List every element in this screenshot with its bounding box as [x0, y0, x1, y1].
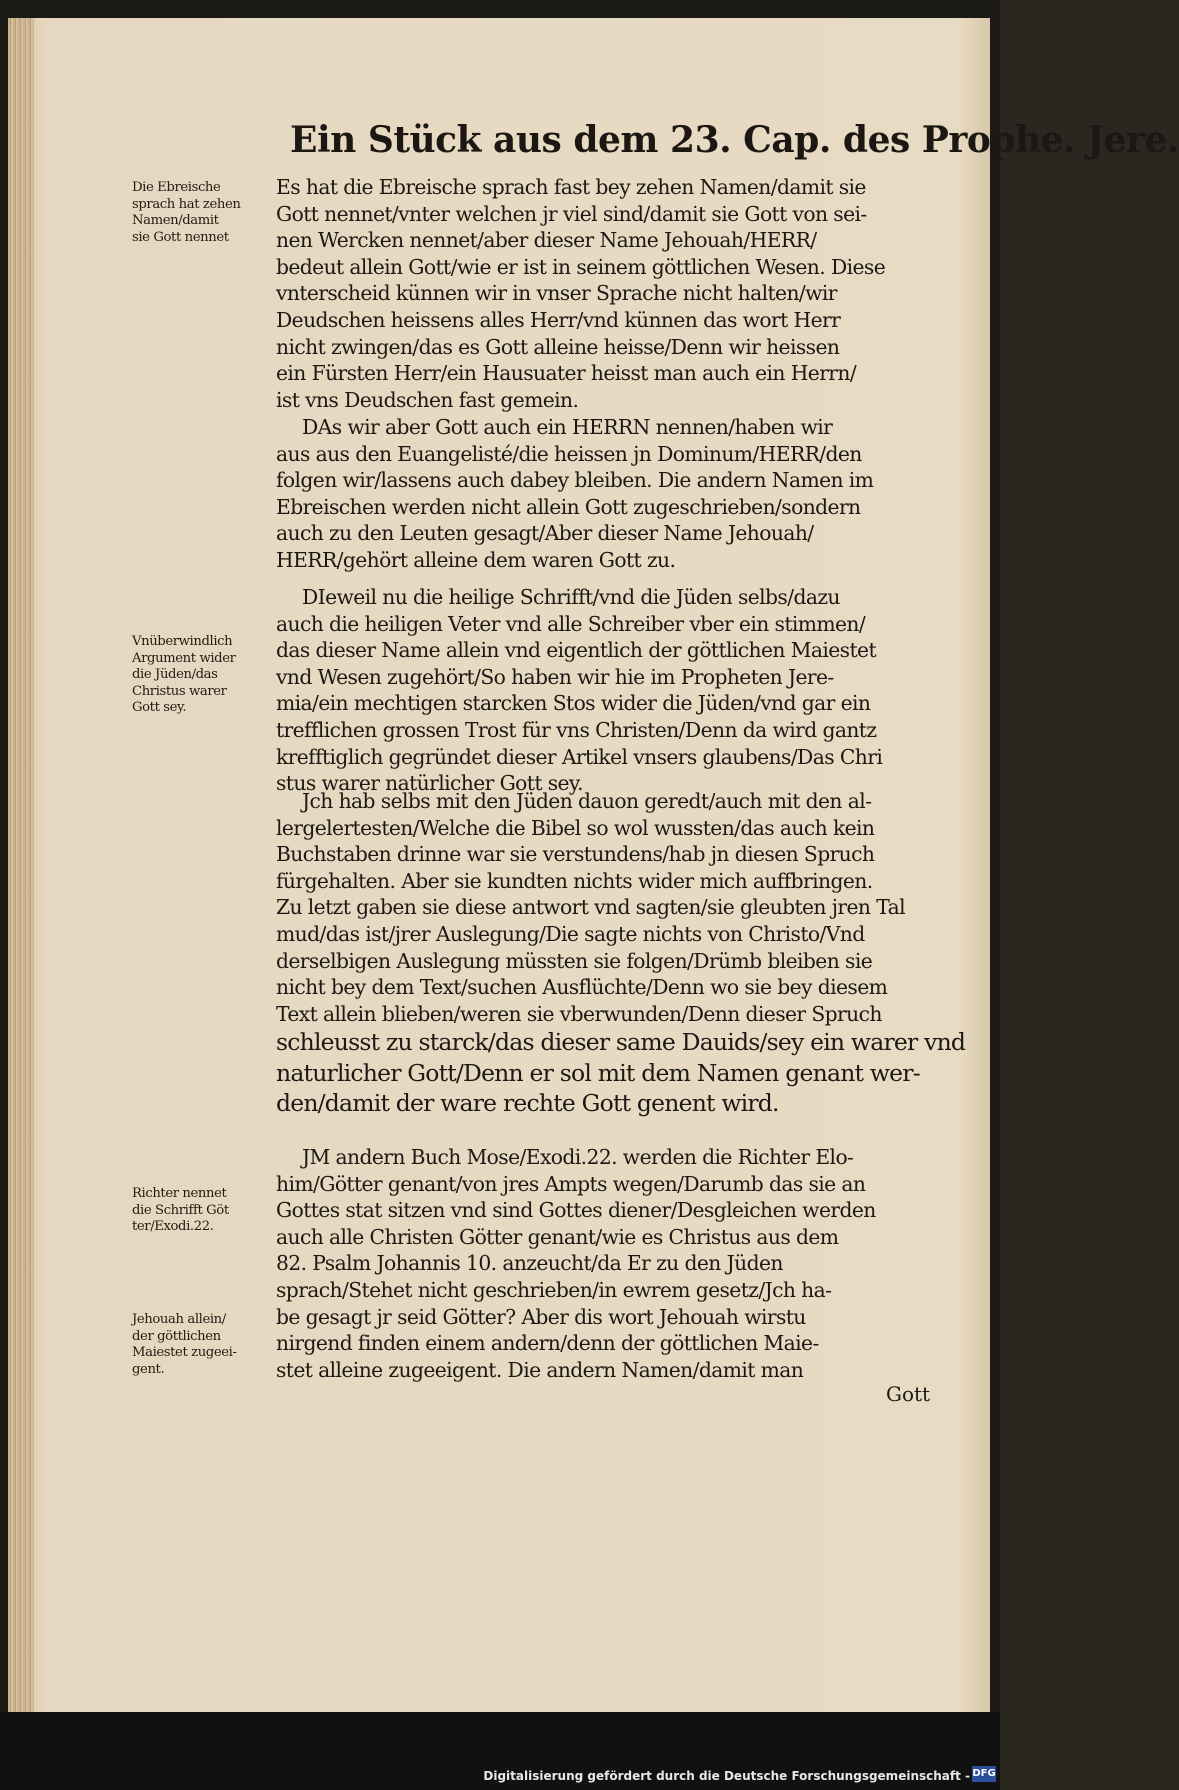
text-line: auch die heiligen Veter vnd alle Schreiber vber ein stimmen/: [276, 611, 866, 636]
text-line: nicht bey dem Text/suchen Ausflüchte/Denn wo sie bey diesem: [276, 975, 888, 1000]
text-line: auch alle Christen Götter genant/wie es Christus aus dem: [276, 1224, 839, 1249]
margin-note: [132, 1186, 276, 1236]
text-line: naturlicher Gott/Denn er sol mit dem Namen genant wer-: [276, 1058, 920, 1087]
text-line: DAs wir aber Gott auch ein HERRN nennen/haben wir: [302, 415, 833, 439]
margin-note-line: Namen/damit: [132, 213, 219, 228]
text-line: sprach/Stehet nicht geschrieben/in ewrem gesetz/Jch ha-: [276, 1277, 832, 1302]
text-line: Ebreischen werden nicht allein Gott zugeschrieben/sondern: [276, 494, 861, 519]
text-line: 82. Psalm Johannis 10. anzeucht/da Er zu den Jüden: [276, 1251, 783, 1276]
body-paragraph-large: [276, 1027, 966, 1119]
margin-note-line: Vnüberwindlich: [132, 634, 233, 649]
margin-note-line: Die Ebreische: [132, 180, 221, 195]
text-line: vnterscheid künnen wir in vnser Sprache nicht halten/wir: [276, 281, 837, 306]
body-paragraph: [276, 584, 936, 797]
text-line: bedeut allein Gott/wie er ist in seinem göttlichen Wesen. Diese: [276, 254, 886, 279]
text-line: mia/ein mechtigen starcken Stos wider die Jüden/vnd gar ein: [276, 691, 871, 716]
margin-note-line: sprach hat zehen: [132, 196, 241, 212]
page-title: Ein Stück aus dem 23. Cap. des Prophe. Jere.: [290, 119, 1179, 161]
text-line: stet alleine zugeeigent. Die andern Namen/damit man: [276, 1357, 804, 1382]
margin-note-line: sie Gott nennet: [132, 229, 229, 245]
text-line: nicht zwingen/das es Gott alleine heisse/Denn wir heissen: [276, 334, 840, 359]
text-line: him/Götter genant/von jres Ampts wegen/Darumb das sie an: [276, 1171, 866, 1196]
margin-note-line: die Jüden/das: [132, 667, 218, 682]
body-paragraph: [276, 414, 936, 574]
margin-note-line: Gott sey.: [132, 700, 187, 715]
text-line: Gottes stat sitzen vnd sind Gottes diener/Desgleichen werden: [276, 1198, 876, 1223]
footer-credit: Digitalisierung gefördert durch die Deutsche Forschungsgemeinschaft -: [483, 1769, 970, 1783]
margin-note-line: Argument wider: [132, 650, 236, 666]
margin-note: [132, 634, 276, 717]
text-line: krefftiglich gegründet dieser Artikel vnsers glaubens/Das Chri: [276, 744, 883, 769]
catchword: Gott: [886, 1382, 931, 1406]
text-line: Text allein blieben/weren sie vberwunden/Denn dieser Spruch: [276, 1001, 882, 1026]
text-line: be gesagt jr seid Götter? Aber dis wort Jehouah wirstu: [276, 1304, 806, 1329]
text-line: JM andern Buch Mose/Exodi.22. werden die Richter Elo-: [302, 1145, 854, 1169]
text-line: Jch hab selbs mit den Jüden dauon geredt/auch mit den al-: [302, 789, 872, 813]
text-line: vnd Wesen zugehört/So haben wir hie im Propheten Jere-: [276, 664, 834, 689]
text-line: nirgend finden einem andern/denn der göttlichen Maie-: [276, 1331, 819, 1356]
text-line: Gott nennet/vnter welchen jr viel sind/damit sie Gott von sei-: [276, 201, 867, 226]
page-edge-shadow: [8, 18, 34, 1712]
text-line: auch zu den Leuten gesagt/Aber dieser Name Jehouah/: [276, 521, 814, 546]
text-line: Zu letzt gaben sie diese antwort vnd sagten/sie gleubten jren Tal: [276, 895, 905, 920]
text-line: das dieser Name allein vnd eigentlich der göttlichen Maiestet: [276, 638, 876, 663]
text-line: fürgehalten. Aber sie kundten nichts wider mich auffbringen.: [276, 868, 873, 893]
text-line: Es hat die Ebreische sprach fast bey zehen Namen/damit sie: [276, 175, 866, 199]
text-line: Buchstaben drinne war sie verstundens/hab jn diesen Spruch: [276, 842, 875, 867]
margin-note-line: ter/Exodi.22.: [132, 1219, 214, 1234]
margin-note-line: Jehouah allein/: [132, 1312, 226, 1327]
margin-note-line: Richter nennet: [132, 1186, 227, 1201]
body-paragraph: [276, 788, 936, 1027]
text-line: Deudschen heissens alles Herr/vnd künnen das wort Herr: [276, 307, 841, 332]
dfg-logo: DFG: [972, 1766, 996, 1782]
margin-note: [132, 180, 276, 246]
text-line: ein Fürsten Herr/ein Hausuater heisst man auch ein Herrn/: [276, 361, 857, 386]
margin-note-line: der göttlichen: [132, 1328, 221, 1344]
text-line: trefflichen grossen Trost für vns Christen/Denn da wird gantz: [276, 717, 877, 742]
text-line: aus aus den Euangelisté/die heissen jn Dominum/HERR/den: [276, 441, 862, 466]
text-line: stus warer natürlicher Gott sey.: [276, 771, 583, 796]
text-line: den/damit der ware rechte Gott genent wird.: [276, 1089, 779, 1117]
text-line: nen Wercken nennet/aber dieser Name Jehouah/HERR/: [276, 228, 817, 253]
text-line: lergelertesten/Welche die Bibel so wol wussten/das auch kein: [276, 815, 875, 840]
body-paragraph: [276, 1144, 936, 1383]
body-paragraph: [276, 174, 936, 413]
text-line: derselbigen Auslegung müssten sie folgen/Drümb bleiben sie: [276, 948, 873, 973]
margin-note-line: Maiestet zugeei-: [132, 1345, 237, 1360]
text-line: schleusst zu starck/das dieser same Dauids/sey ein warer vnd: [276, 1028, 966, 1056]
text-line: mud/das ist/jrer Auslegung/Die sagte nichts von Christo/Vnd: [276, 921, 865, 946]
margin-note-line: Christus warer: [132, 683, 227, 699]
margin-note-line: die Schrifft Göt: [132, 1202, 229, 1218]
text-line: ist vns Deudschen fast gemein.: [276, 387, 579, 412]
margin-note-line: gent.: [132, 1361, 165, 1377]
margin-note: [132, 1312, 276, 1378]
text-line: DIeweil nu die heilige Schrifft/vnd die Jüden selbs/dazu: [302, 585, 840, 609]
text-line: HERR/gehört alleine dem waren Gott zu.: [276, 547, 676, 572]
text-line: folgen wir/lassens auch dabey bleiben. Die andern Namen im: [276, 468, 874, 493]
